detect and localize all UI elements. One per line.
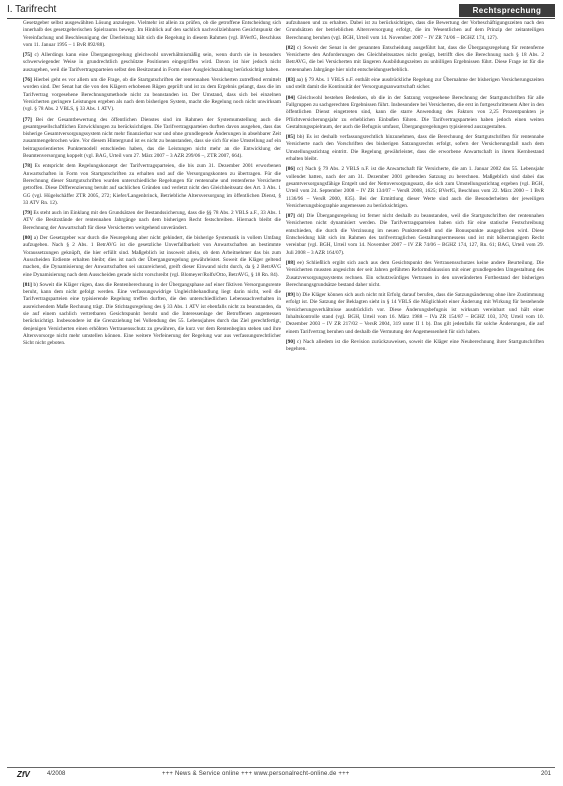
paragraph-number: [77] [23,116,32,123]
paragraph-number: [89] [286,292,295,299]
paragraph [23,20,281,49]
paragraph-text: cc) Nach § 79 Abs. 2 VBLS n.F. ist die Anwartschaft für Versicherte, die am 1. Januar 2002 das 55. Lebensjahr vollendet hatten, nach der am 31. Dezember 2001 geltenden Satzung zu berechnen. Maßgeblich sind dabei das gesamtversorgungsfähige Entgelt und der Nettoversorgungssatz, die sich zum Umstellungsstichtag ergeben (vgl. BGH, Urteil vom 24. September 2008 – IV ZR 134/07 – VersR 2008, 1625; BVerfG, Beschluss vom 22. März 2000 – 1 BvR 1136/96 – VersR 2000, 835). Bei der Ermittlung dieser Werte sind auch die Besonderheiten der jeweiligen Versicherungsbiographie angemessen zu berücksichtigen. [286,166,544,209]
journal-logo: ZfV [17,770,30,779]
paragraph-number: [88] [286,259,295,266]
paragraph-text: dd) Die Übergangsregelung ist ferner nicht deshalb zu beanstanden, weil die Startgutschriften der rentennahen Versicherten nicht dynamisiert werden. Die Tarifvertragsparteien haben sich für eine statische Festschreibung entschieden, die durch die Verzinsung im neuen Punktemodell und die Bonuspunkte ausgeglichen wird. Diese Entscheidung hält sich im Rahmen des tarifvertraglichen Gestaltungsermessens und ist mit höherrangigem Recht vereinbar (vgl. BGH, Urteil vom 14. November 2007 – IV ZR 74/06 – BGHZ 174, 127, Rn. 61; BAG, Urteil vom 29. Juli 2008 – 3 AZR 164/07). [286,213,544,256]
section-title: I. Tarifrecht [7,4,57,15]
paragraph [286,95,544,131]
paragraph-text: ee) Schließlich ergibt sich auch aus dem Gesichtspunkt des Vertrauensschutzes keine andere Beurteilung. Die Versicherten mussten angesichts der seit Jahren geführten Reformdiskussion mit einer grundlegenden Umgestaltung des Zusatzversorgungssystems rechnen. Ein schutzwürdiges Vertrauen in den unveränderten Fortbestand der bisherigen Berechnungsgrundsätze bestand daher nicht. [286,259,544,288]
paragraph-text: b) Soweit die Kläger rügen, dass die Rentenberechnung in der Übergangsphase auf einer fiktiven Versorgungsrente beruht, kann dem nicht gefolgt werden. Eine verfassungswidrige Ungleichbehandlung liegt darin nicht, weil die Tarifvertragsparteien eine typisierende Regelung treffen durften, die den unterschiedlichen Lebenssachverhalten in ausreichendem Maße Rechnung trägt. Die Stichtagsregelung des § 33 Abs. 1 ATV ist ebenfalls nicht zu beanstanden, da sie auf einem sachlich vertretbaren Gesichtspunkt beruht und die Interessenlage der Betroffenen angemessen berücksichtigt. Insbesondere ist die Grenzziehung bei Vollendung des 55. Lebensjahres durch das Ziel gerechtfertigt, denjenigen Versicherten einen erhöhten Vertrauensschutz zu gewähren, die kurz vor dem Rentenbeginn stehen und ihre Altersvorsorge nicht mehr umstellen können. Eine weitere Verfeinerung der Regelung war aus verfassungsrechtlicher Sicht nicht geboten. [23,281,281,347]
page-header [7,4,555,18]
paragraph-number: [75] [23,52,32,59]
paragraph [286,20,544,42]
paragraph-text: Gleichwohl bestehen Bedenken, ob die in der Satzung vorgesehene Berechnung der Startgutschriften für alle Fallgruppen zu sachgerechten Ergebnissen führt. Insbesondere bei Versicherten, die erst in fortgeschrittenem Alter in den öffentlichen Dienst eingetreten sind, kann die starre Anwendung des Faktors von 2,25 Prozentpunkten je Pflichtversicherungsjahr zu erheblichen Einbußen führen. Die Tarifvertragsparteien haben jedoch einen weiten Gestaltungsspielraum, der auch die Befugnis umfasst, Übergangsregelungen typisierend auszugestalten. [286,94,544,130]
paragraph-text: a) Der Gesetzgeber war durch die Neuregelung aber nicht gehindert, die bisherige Systematik in vollem Umfang aufzugeben. Nach § 2 Abs. 1 BetrAVG ist die gesetzliche Unverfallbarkeit von Anwartschaften an bestimmte Voraussetzungen geknüpft, die hier erfüllt sind. Maßgeblich ist insoweit allein, ob dem Arbeitnehmer das bis zum Ausscheiden Erdiente erhalten bleibt; dies ist nach der Übergangsregelung gewährleistet. Soweit die Kläger geltend machen, die Dynamisierung der Anwartschaften sei unzureichend, greift dieser Einwand nicht durch, da § 2 BetrAVG eine Dynamisierung nach dem Ausscheiden gerade nicht vorschreibt (vgl. Blomeyer/Rolfs/Otto, BetrAVG, § 18 Rn. 84). [23,235,281,278]
paragraph-text: aa) § 79 Abs. 1 VBLS n.F. enthält eine ausdrückliche Regelung zur Übernahme der bisherigen Versicherungszeiten und stellt damit die Kontinuität der Versorgungsanwartschaft sicher. [286,77,544,91]
paragraph-number: [78] [23,163,32,170]
paragraph [23,235,281,279]
paragraph-text: b) Die Kläger können sich auch nicht mit Erfolg darauf berufen, dass die Satzungsänderung ohne ihre Zustimmung erfolgt ist. Die Satzung der Beklagten sieht in § 14 VBLS die Möglichkeit einer Änderung mit Wirkung für bestehende Versicherungsverhältnisse ausdrücklich vor. Diese Änderungsbefugnis ist wirksam vereinbart und hält einer Inhaltskontrolle stand (vgl. BGH, Urteil vom 16. März 1988 – IVa ZR 154/87 – BGHZ 103, 370; Urteil vom 10. Dezember 2003 – IV ZR 217/02 – VersR 2004, 319 unter II 1 b). Das gilt jedenfalls für solche Änderungen, die auf einem Tarifvertrag beruhen und deshalb die Vermutung der Angemessenheit für sich haben. [286,292,544,335]
paragraph-number: [83] [286,77,295,84]
paragraph [286,292,544,336]
paragraph-text: c) Soweit der Senat in der genannten Entscheidung ausgeführt hat, dass die Übergangsregelung für rentenferne Versicherte den Anforderungen des Gleichheitssatzes nicht genügt, betrifft dies die Berechnung nach § 18 Abs. 2 BetrAVG, die bei Versicherten mit längeren Ausbildungszeiten zu unbilligen Ergebnissen führt. Diese Frage ist für die rentennahen Jahrgänge hier nicht entscheidungserheblich. [286,44,544,73]
paragraph [286,213,544,257]
paragraph-number: [82] [286,44,295,51]
paragraph-text: Es steht auch im Einklang mit den Grundsätzen der Bestandssicherung, dass die §§ 78 Abs. 2 VBLS a.F., 33 Abs. 1 ATV die Besitzstände der rentennahen Jahrgänge nach dem bisherigen Recht festschreiben. Hiernach bleibt die Berechnung der Anwartschaft für diese Versicherten weitgehend unverändert. [23,210,281,231]
page-number: 201 [540,771,551,777]
paragraph-number: [90] [286,338,295,345]
paragraph-number: [87] [286,213,295,220]
paragraph [286,45,544,74]
paragraph [286,260,544,289]
paragraph [23,282,281,348]
left-column [23,20,281,762]
paragraph [23,117,281,161]
paragraph-number: [76] [23,77,32,84]
header-divider [7,18,555,19]
paragraph-text: Gesetzgeber selbst ausgewählten Lösung anzulegen. Vielmehr ist allein zu prüfen, ob die getroffene Entscheidung sich innerhalb des gesetzgeberischen Spielraums bewegt. Im Hinblick auf den sachlich nachvollziehbaren Gesichtspunkt der Vereinfachung und Beschleunigung der Überleitung hält sich die Regelung in diesem Rahmen (vgl. BVerfG, Beschluss vom 11. Januar 1995 – 1 BvR 892/88). [23,20,281,48]
paragraph-text: Hierbei geht es vor allem um die Frage, ob die Startgutschriften der rentennahen Versicherten zutreffend ermittelt worden sind. Der Senat hat die von den Klägern erhobenen Rügen geprüft und ist zu dem Ergebnis gelangt, dass die im Tarifvertrag vorgesehene Berechnungsmethode nicht zu beanstanden ist. Der Umstand, dass sich bei einzelnen Versicherten geringere Leistungen ergeben als nach dem bisherigen System, macht die Regelung noch nicht unwirksam (vgl. § 78 Abs. 2 VBLS, § 33 Abs. 1 ATV). [23,77,281,113]
paragraph [286,166,544,210]
paragraph [286,77,544,92]
right-column [286,20,544,762]
page-footer [7,767,555,781]
paragraph-text: Es entspricht dem Regelungskonzept der Tarifvertragsparteien, die bis zum 31. Dezember 2001 erworbenen Anwartschaften in Form von Startgutschriften zu erhalten und auf die Versorgungskonten zu übertragen. Für die Berechnung dieser Startgutschriften wurden unterschiedliche Regelungen für rentennahe und rentenferne Versicherte getroffen. Diese Differenzierung beruht auf sachlichen Gründen und verletzt nicht den Gleichheitssatz des Art. 3 Abs. 1 GG (vgl. Hügelschäffer ZTR 2005, 272; Kiefer/Langenbrinck, Betriebliche Altersversorgung im öffentlichen Dienst, § 33 ATV Rn. 12). [23,163,281,206]
paragraph [23,210,281,232]
paragraph [286,339,544,354]
paragraph-text: c) Allerdings kann eine Übergangsregelung gleichwohl unverhältnismäßig sein, wenn durch sie in besonders schwerwiegender Weise in grundrechtlich geschützte Positionen eingegriffen wird. Davon ist hier jedoch nicht auszugehen, weil die Tarifvertragsparteien selbst den Besitzstand in Form einer Ausgleichszahlung berücksichtigt haben. [23,52,281,73]
paragraph-number: [86] [286,166,295,173]
paragraph-number: [81] [23,281,32,288]
paragraph-number: [84] [286,94,295,101]
paragraph-text: aufzubauen und zu erhalten. Dabei ist zu berücksichtigen, dass die Bewertung der Vorbeschäftigungszeiten nach den Grundsätzen der betrieblichen Altersversorgung erfolgt, die im Wesentlichen auf dem Prinzip der zeitanteiligen Berechnung beruhen (vgl. BGH, Urteil vom 14. November 2007 – IV ZR 74/06 – BGHZ 174, 127). [286,20,544,41]
paragraph [286,134,544,163]
paragraph [23,163,281,207]
paragraph-number: [79] [23,210,32,217]
paragraph-text: bb) Es ist deshalb verfassungsrechtlich hinzunehmen, dass die Berechnung der Startgutschriften für rentennahe Versicherte nach den Vorschriften des bisherigen Satzungsrechts erfolgt, sofern der Versicherungsfall nach dem Umstellungsstichtag eintritt. Die Regelung gewährleistet, dass die erworbene Anwartschaft in ihrem Kernbestand erhalten bleibt. [286,134,544,163]
paragraph-number: [80] [23,235,32,242]
paragraph-text: Bei der Gesamtbewertung des öffentlichen Dienstes sind im Rahmen der Systemumstellung auch die gesamtgesellschaftlichen Entwicklungen zu berücksichtigen. Die Tarifvertragsparteien durften davon ausgehen, dass das bisherige Gesamtversorgungssystem nicht mehr finanzierbar war und ohne grundlegende Änderungen in absehbarer Zeit zusammengebrochen wäre. Vor diesem Hintergrund ist es nicht zu beanstanden, dass sie sich für eine Umstellung auf ein beitragsorientiertes Punktemodell entschieden haben, das die Leistungen nicht mehr an die Entwicklung der Beamtenversorgung koppelt (vgl. BAG, Urteil vom 27. März 2007 – 3 AZR 299/06 –, ZTR 2007, 664). [23,116,281,160]
paragraph [23,77,281,113]
footer-divider [7,767,555,768]
paragraph-number: [85] [286,134,295,141]
footer-tagline: +++ News & Service online +++ www.personalrecht-online.de +++ [162,771,350,777]
paragraph [23,52,281,74]
section-badge: Rechtsprechung [459,4,555,17]
paragraph-text: c) Nach alledem ist die Revision zurückzuweisen, soweit die Kläger eine Neuberechnung ihrer Startgutschriften begehren. [286,338,544,353]
issue-number: 4/2008 [47,771,66,777]
